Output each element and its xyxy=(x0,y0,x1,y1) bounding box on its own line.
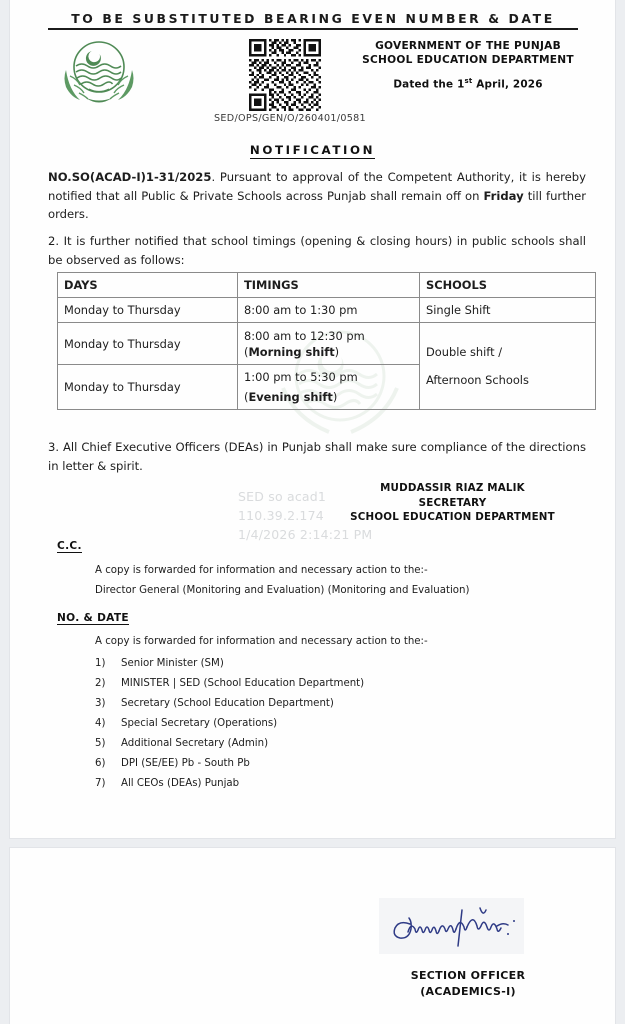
qr-code-icon xyxy=(249,39,321,111)
column-header-days: DAYS xyxy=(58,273,238,298)
list-item xyxy=(95,754,428,774)
signatory-block xyxy=(310,481,595,525)
paragraph-1-tail: till further orders. xyxy=(48,188,586,222)
department-name: SCHOOL EDUCATION DEPARTMENT xyxy=(362,53,574,66)
column-header-schools: SCHOOLS xyxy=(420,273,596,298)
list-item xyxy=(95,674,428,694)
list-label: MINISTER | SED (School Education Department) xyxy=(121,678,365,689)
schools-line-2: Afternoon Schools xyxy=(426,373,529,387)
shift-label: Evening shift xyxy=(248,390,333,404)
substitution-banner: TO BE SUBSTITUTED BEARING EVEN NUMBER & DATE xyxy=(48,11,578,30)
list-index: 2) xyxy=(95,678,106,689)
cc-heading: C.C. xyxy=(57,540,82,552)
paren-close: ) xyxy=(332,390,338,404)
cc-entry: Director General (Monitoring and Evaluation) (Monitoring and Evaluation) xyxy=(95,585,470,596)
list-label: DPI (SE/EE) Pb - South Pb xyxy=(121,758,250,769)
notification-number: NO.SO(ACAD-I)1-31/2025 xyxy=(48,170,212,184)
list-label: Senior Minister (SM) xyxy=(121,658,224,669)
list-item xyxy=(95,714,428,734)
signatory-name: MUDDASSIR RIAZ MALIK xyxy=(380,482,525,494)
list-label: Secretary (School Education Department) xyxy=(121,698,334,709)
document-page-1 xyxy=(10,0,615,838)
government-name: GOVERNMENT OF THE PUNJAB xyxy=(375,40,561,52)
cell-timing xyxy=(238,323,420,365)
section-officer-branch: (ACADEMICS-I) xyxy=(420,985,516,998)
no-and-date-intro: A copy is forwarded for information and necessary action to the:- xyxy=(95,636,428,647)
shift-label: Morning shift xyxy=(248,344,335,359)
cell-days: Monday to Thursday xyxy=(58,323,238,365)
signatory-designation: SECRETARY xyxy=(418,496,487,509)
watermark-line-1: SED so acad1 xyxy=(238,489,327,504)
document-page-2 xyxy=(10,848,615,1024)
paren-open: ( xyxy=(244,390,249,404)
government-header xyxy=(340,40,596,90)
list-label: Special Secretary (Operations) xyxy=(121,718,278,729)
date-ordinal-suffix: st xyxy=(464,77,473,85)
notification-title-text: NOTIFICATION xyxy=(249,143,376,157)
cell-timing xyxy=(238,365,420,410)
watermark-line-3: 1/4/2026 2:14:21 PM xyxy=(238,527,373,542)
table-row xyxy=(58,323,596,365)
column-header-timings: TIMINGS xyxy=(238,273,420,298)
list-index: 5) xyxy=(95,738,106,749)
list-item xyxy=(95,734,428,754)
paragraph-2: 2. It is further notified that school timings (opening & closing hours) in public schools shall be observed as follows: xyxy=(48,234,586,267)
timing-range: 1:00 pm to 5:30 pm xyxy=(244,370,358,384)
paren-close: ) xyxy=(334,344,340,359)
shift-label-wrap xyxy=(244,390,413,404)
list-index: 4) xyxy=(95,718,106,729)
school-timings-table xyxy=(57,272,596,410)
table-header-row xyxy=(58,273,596,298)
no-and-date-section xyxy=(95,632,428,794)
list-index: 7) xyxy=(95,778,106,789)
schools-line-1: Double shift / xyxy=(426,345,503,359)
paragraph-3: 3. All Chief Executive Officers (DEAs) in Punjab shall make sure compliance of the directions in letter & spirit. xyxy=(48,440,586,473)
cc-intro: A copy is forwarded for information and necessary action to the:- xyxy=(95,565,428,576)
signatory-department: SCHOOL EDUCATION DEPARTMENT xyxy=(350,511,555,523)
list-item xyxy=(95,654,428,674)
watermark-line-2: 110.39.2.174 xyxy=(238,508,324,523)
cell-schools: Single Shift xyxy=(420,298,596,323)
no-and-date-heading: NO. & DATE xyxy=(57,612,129,624)
shift-label-wrap xyxy=(244,345,413,359)
off-day: Friday xyxy=(483,188,524,203)
list-item xyxy=(95,774,428,794)
cell-timing: 8:00 am to 1:30 pm xyxy=(238,298,420,323)
cell-days: Monday to Thursday xyxy=(58,365,238,410)
distribution-list xyxy=(95,654,428,794)
cell-days: Monday to Thursday xyxy=(58,298,238,323)
reference-number: SED/OPS/GEN/O/260401/0581 xyxy=(214,113,366,124)
date-suffix: April, 2026 xyxy=(472,78,543,91)
paren-open: ( xyxy=(244,344,249,359)
section-officer-title: SECTION OFFICER xyxy=(410,969,526,982)
section-officer-block xyxy=(340,968,596,1000)
list-label: Additional Secretary (Admin) xyxy=(121,738,269,749)
cell-schools-merged xyxy=(420,323,596,410)
date-prefix: Dated the 1 xyxy=(393,78,465,91)
paragraph-1-body: . Pursuant to approval of the Competent Authority, it is hereby notified that all Public & Private Schools across Punjab shall remain off on xyxy=(48,170,586,203)
list-item xyxy=(95,694,428,714)
paragraph-1 xyxy=(48,168,586,224)
handwritten-signature-icon xyxy=(388,904,523,950)
table-row xyxy=(58,298,596,323)
list-index: 6) xyxy=(95,758,106,769)
list-index: 1) xyxy=(95,658,106,669)
punjab-government-emblem-icon xyxy=(56,36,142,110)
list-index: 3) xyxy=(95,698,106,709)
notification-title xyxy=(10,139,615,158)
timing-range: 8:00 am to 12:30 pm xyxy=(244,328,365,343)
list-label: All CEOs (DEAs) Punjab xyxy=(121,778,240,789)
document-date xyxy=(340,77,596,90)
cc-section xyxy=(95,561,469,601)
